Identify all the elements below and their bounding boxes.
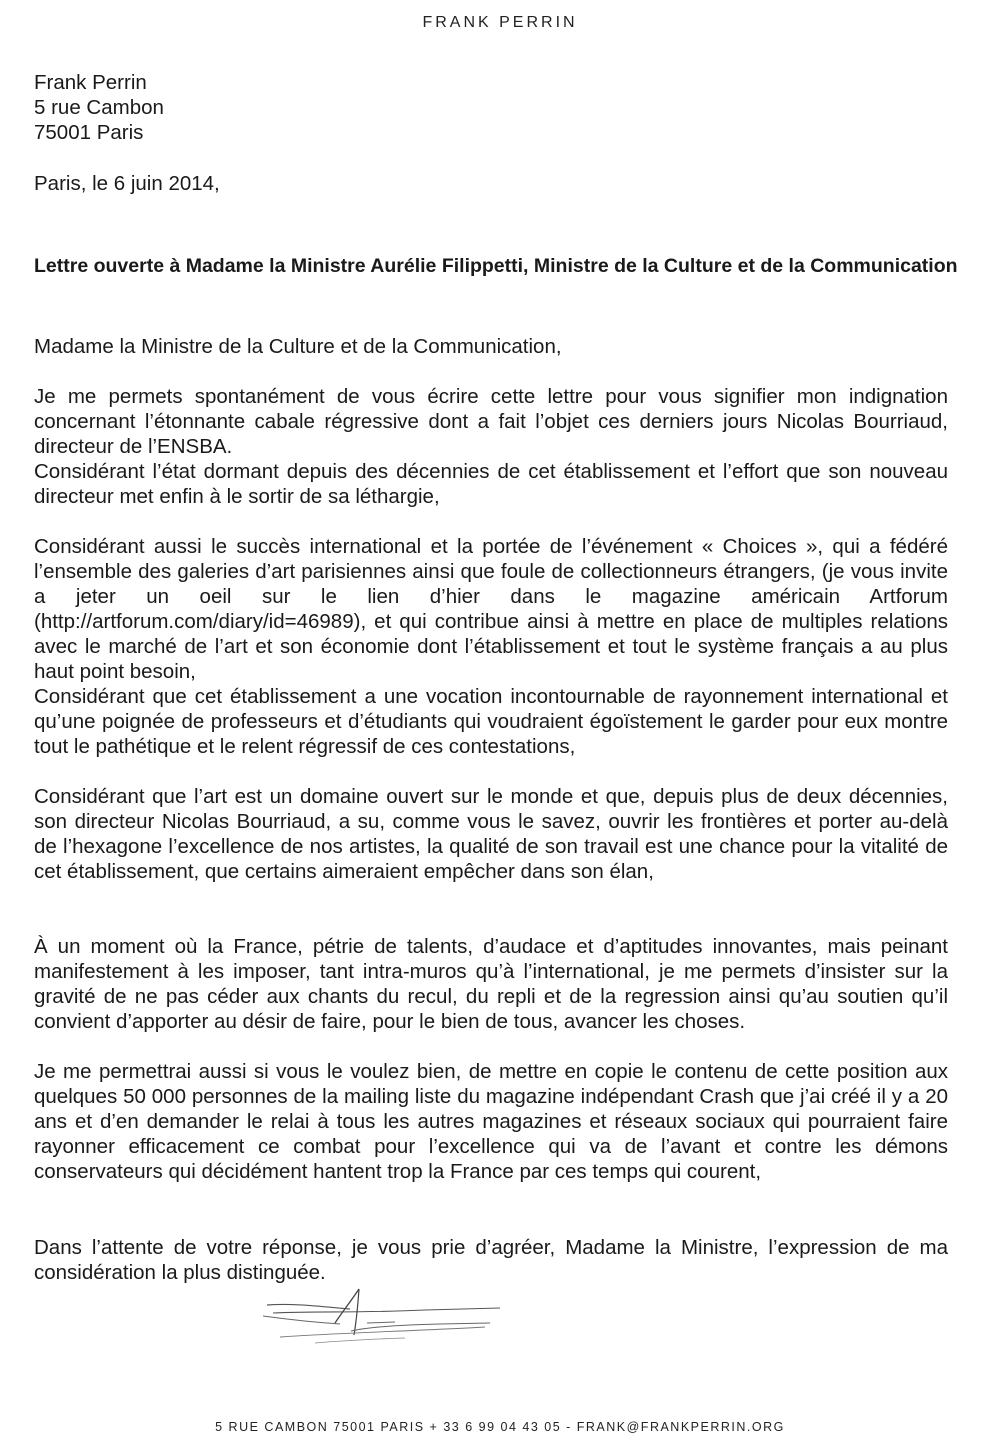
paragraph-3: Considérant aussi le succès international et la portée de l’événement « Choices », qui a fédéré l’ensemble des galeries d’art parisiennes ainsi que foule de collectionneurs étrangers, (je vous invite a jeter un oeil sur le lien d’hier dans le magazine américain Artforum (http://artforum.com/diary/id=46989), et qui contribue ainsi à mettre en place de multiples relations avec le marché de l’art et son économie dont l’établissement et tout le système français a au plus haut point besoin, xyxy=(34,535,948,683)
paragraph-6: À un moment où la France, pétrie de talents, d’audace et d’aptitudes innovantes, mais peinant manifestement à les imposer, tant intra-muros qu’à l’international, je me permets d’insister sur la gravité de ne pas céder aux chants du recul, du repli et de la regression ainsi qu’au soutien qu’il convient d’apporter au désir de faire, pour le bien de tous, avancer les choses. xyxy=(34,935,948,1033)
paragraph-7: Je me permettrai aussi si vous le voulez bien, de mettre en copie le contenu de cette position aux quelques 50 000 personnes de la mailing liste du magazine indépendant Crash que j’ai créé il y a 20 ans et d’en demander le relai à tous les autres magazines et réseaux sociaux qui pourraient faire rayonner efficacement ce combat pour l’excellence qui va de l’avant et contre les démons conservateurs qui décidément hantent trop la France par ces temps qui courent, xyxy=(34,1060,948,1183)
date-line: Paris, le 6 juin 2014, xyxy=(34,172,220,195)
salutation: Madame la Ministre de la Culture et de la Communication, xyxy=(34,335,562,358)
handwritten-signature xyxy=(255,1283,515,1353)
paragraph-4: Considérant que cet établissement a une vocation incontournable de rayonnement international et qu’une poignée de professeurs et d’étudiants qui voudraient égoïstement le garder pour eux montre tout le pathétique et le relent régressif de ces contestations, xyxy=(34,685,948,758)
sender-city: 75001 Paris xyxy=(34,121,144,144)
letter-subject: Lettre ouverte à Madame la Ministre Aurélie Filippetti, Ministre de la Culture et de la Communication xyxy=(34,255,958,277)
sender-name: Frank Perrin xyxy=(34,71,147,94)
paragraph-1: Je me permets spontanément de vous écrire cette lettre pour vous signifier mon indignation concernant l’étonnante cabale régressive dont a fait l’objet ces derniers jours Nicolas Bourriaud, directeur de l’ENSBA. xyxy=(34,385,948,458)
footer-contact: 5 RUE CAMBON 75001 PARIS + 33 6 99 04 43 05 - FRANK@FRANKPERRIN.ORG xyxy=(215,1420,785,1434)
sender-street: 5 rue Cambon xyxy=(34,96,164,119)
sender-address xyxy=(34,70,948,145)
paragraph-2: Considérant l’état dormant depuis des décennies de cet établissement et l’effort que son nouveau directeur met enfin à le sortir de sa léthargie, xyxy=(34,460,948,508)
paragraph-5: Considérant que l’art est un domaine ouvert sur le monde et que, depuis plus de deux décennies, son directeur Nicolas Bourriaud, a su, comme vous le savez, ouvrir les frontières et porter au-delà de l’hexagone l’excellence de nos artistes, la qualité de son travail est une chance pour la vitalité de cet établissement, que certains aimeraient empêcher dans son élan, xyxy=(34,785,948,883)
closing-paragraph: Dans l’attente de votre réponse, je vous prie d’agréer, Madame la Ministre, l’expression de ma considération la plus distinguée. xyxy=(34,1236,948,1284)
letterhead-title: FRANK PERRIN xyxy=(422,14,578,31)
